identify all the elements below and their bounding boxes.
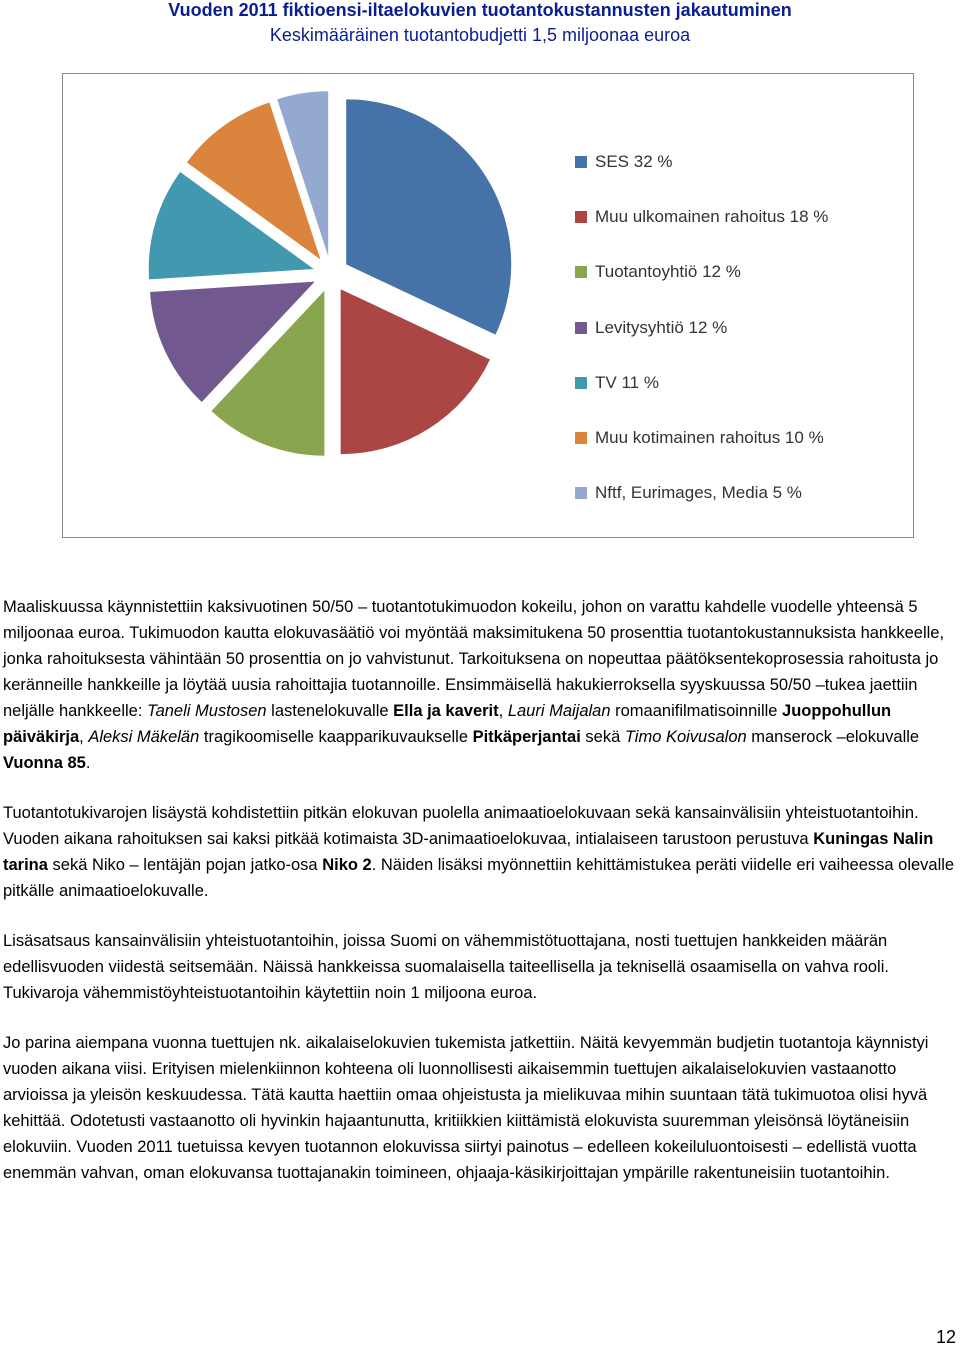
legend-item-6 — [575, 410, 828, 465]
paragraph-2: Tuotantotukivarojen lisäystä kohdistettiin pitkän elokuvan puolella animaatioelokuvaan sekä kansainvälisiin yhteistuotantoihin. Vuoden aikana rahoituksen sai kaksi pitkää kotimaista 3D-animaatioelokuvaa, intialaiseen tarustoon perustuva Kuningas Nalin tarina sekä Niko – lentäjän pojan jatko-osa Niko 2. Näiden lisäksi myönnettiin kehittämistukea peräti viidelle eri vaiheessa olevalle pitkälle animaatioelokuvalle. — [3, 804, 955, 900]
legend-label: Nftf, Eurimages, Media 5 % — [595, 483, 802, 503]
pie-chart — [62, 73, 914, 538]
legend-item-5 — [575, 355, 828, 410]
legend-swatch — [575, 156, 587, 168]
legend-item-1 — [575, 134, 828, 189]
legend-swatch — [575, 377, 587, 389]
legend-label: SES 32 % — [595, 151, 673, 171]
legend-label: Muu kotimainen rahoitus 10 % — [595, 428, 824, 448]
legend-swatch — [575, 487, 587, 499]
legend-label: Muu ulkomainen rahoitus 18 % — [595, 206, 829, 226]
legend-label: Tuotantoyhtiö 12 % — [595, 262, 741, 282]
legend-label: TV 11 % — [595, 372, 659, 392]
legend-swatch — [575, 266, 587, 278]
legend-item-4 — [575, 300, 828, 355]
chart-legend — [575, 134, 828, 521]
paragraph-1: Maaliskuussa käynnistettiin kaksivuotinen 50/50 – tuotantotukimuodon kokeilu, johon on varattu kahdelle vuodelle yhteensä 5 miljoonaa euroa. Tukimuodon kautta elokuvasäätiö voi myöntää maksimitukena 50 prosenttia tuotantokustannuksista hankkeelle, jonka rahoituksesta vähintään 50 prosenttia on jo vahvistunut. Tarkoituksena on nopeuttaa päätöksentekoprosessia rahoitusta jo keränneille hankkeille ja löytää uusia rahoittajia tuotannoille. Ensimmäisellä hakukierroksella syyskuussa 50/50 –tukea jaettiin neljälle hankkeelle: Taneli Mustosen lastenelokuvalle Ella ja kaverit, Lauri Maijalan romaanifilmatisoinnille Juoppohullun päiväkirja, Aleksi Mäkelän tragikoomiselle kaapparikuvaukselle Pitkäperjantai sekä Timo Koivusalon manserock –elokuvalle Vuonna 85. — [3, 598, 945, 772]
legend-label: Levitysyhtiö 12 % — [595, 317, 728, 337]
legend-swatch — [575, 211, 587, 223]
legend-item-2 — [575, 189, 828, 244]
body-text — [3, 594, 957, 1210]
pie-slice-1 — [346, 99, 511, 334]
chart-subtitle: Keskimääräinen tuotantobudjetti 1,5 miljoonaa euroa — [269, 25, 691, 45]
legend-swatch — [575, 322, 587, 334]
paragraph-4: Jo parina aiempana vuonna tuettujen nk. aikalaiselokuvien tukemista jatkettiin. Näitä kevyemmän budjetin tuotantoja käynnistyi vuoden aikana viisi. Erityisen mielenkiinnon kohteena oli luonnollisesti aikaisemmin tuettujen aikalaiselokuvien vastaanotto arvioissa ja yleisön keskuudessa. Tätä kautta haettiin omaa ohjeistusta ja mielikuvaa mihin suuntaan tätä tukimuotoa olisi hyvä kehittää. Odotetusti vastaanotto oli hyvinkin hajaantunutta, kritiikkien kiittämistä elokuvista suuremman yleisönsä löytäneisiin elokuviin. Vuoden 2011 tuetuissa kevyen tuotannon elokuvissa siirtyi painotus – edelleen kokeiluluontoisesti – edellistä vuotta enemmän vahvan, oman elokuvansa tuottajanakin toimineen, ohjaaja-käsikirjoittajan ympärille rakentuneisiin tuotantoihin. — [3, 1034, 929, 1182]
legend-item-3 — [575, 245, 828, 300]
legend-swatch — [575, 432, 587, 444]
legend-item-7 — [575, 466, 828, 521]
page-number: 12 — [935, 1327, 956, 1347]
chart-title: Vuoden 2011 fiktioensi-iltaelokuvien tuotantokustannusten jakautuminen — [168, 0, 792, 20]
paragraph-3: Lisäsatsaus kansainvälisiin yhteistuotantoihin, joissa Suomi on vähemmistötuottajana, nosti tuettujen hankkeiden määrän edellisvuoden viidestä seitsemään. Näissä hankkeissa suomalaisella taiteellisella ja teknisellä osaamisella on vahva rooli. Tukivaroja vähemmistöyhteistuotantoihin käytettiin noin 1 miljoona euroa. — [3, 932, 889, 1002]
